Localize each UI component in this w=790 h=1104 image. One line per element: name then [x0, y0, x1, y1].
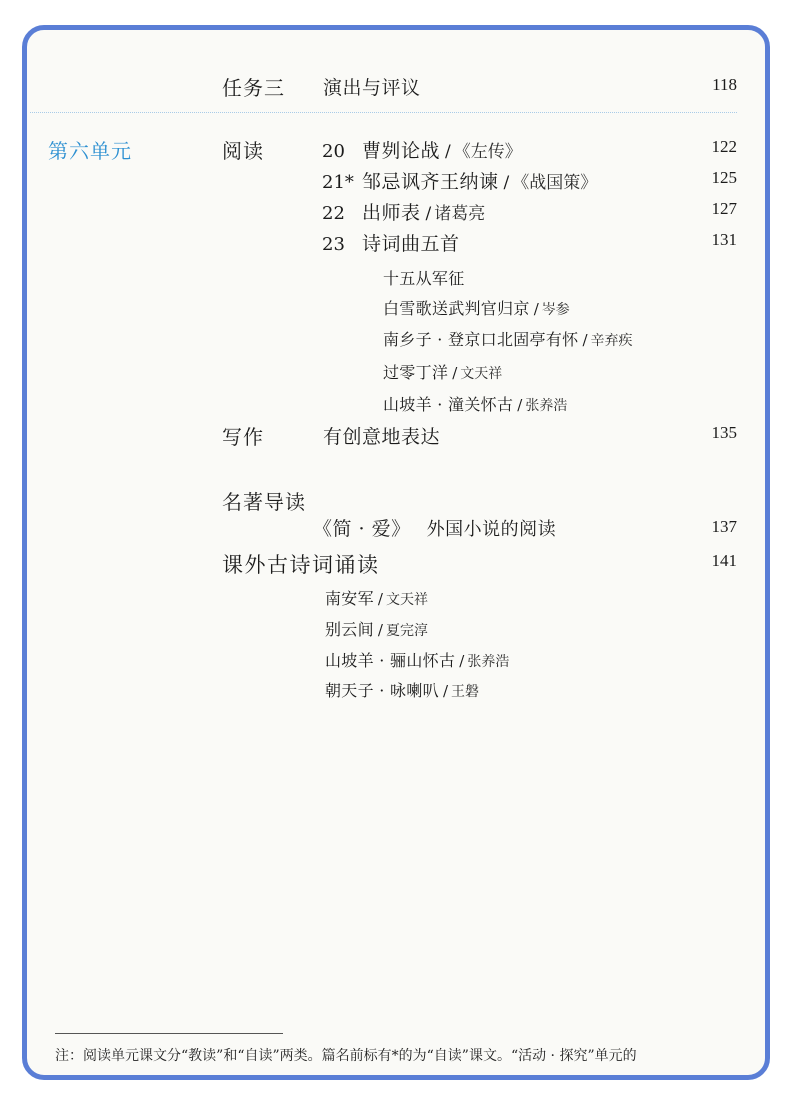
task3-page-number: 118	[712, 75, 737, 94]
poem-title: 南乡子 · 登京口北固亭有怀	[383, 330, 579, 349]
lesson-title: 曹刿论战	[362, 140, 441, 162]
lesson-page-number: 125	[711, 168, 737, 187]
lesson-author: 诸葛亮	[434, 204, 486, 224]
poem-row	[383, 328, 633, 353]
lesson-page-number: 127	[711, 199, 737, 218]
extra-poems-label: 课外古诗词诵读	[222, 553, 380, 577]
writing-title: 有创意地表达	[323, 426, 441, 448]
poem-row	[383, 267, 465, 291]
poem-title: 过零丁洋	[383, 363, 449, 382]
poem-title: 南安军	[325, 589, 374, 608]
poem-author: 张养浩	[525, 398, 568, 414]
poem-title: 白雪歌送武判官归京	[383, 299, 530, 318]
writing-label: 写作	[222, 425, 264, 449]
classics-row	[313, 517, 556, 542]
poem-title: 别云间	[325, 620, 374, 639]
extra-poem-row	[325, 649, 509, 674]
poem-author: 王磐	[451, 684, 480, 700]
author-separator: /	[533, 300, 539, 318]
lesson-title: 出师表	[362, 202, 421, 224]
author-separator: /	[452, 364, 458, 382]
poem-row	[383, 393, 567, 418]
task3-label: 任务三	[222, 76, 285, 100]
lesson-page-number: 122	[711, 137, 737, 156]
lesson-row	[322, 170, 597, 195]
author-separator: /	[377, 590, 383, 608]
author-separator: /	[445, 142, 451, 162]
poem-title: 山坡羊 · 潼关怀古	[383, 395, 514, 414]
writing-row	[323, 425, 440, 449]
author-separator: /	[503, 173, 510, 193]
lesson-title: 邹忌讽齐王纳谏	[362, 171, 499, 193]
section-divider	[30, 112, 737, 113]
extra-poem-row	[325, 679, 479, 704]
poem-author: 夏完淳	[385, 623, 428, 639]
author-separator: /	[442, 682, 449, 700]
poem-author: 辛弃疾	[590, 333, 633, 349]
poem-author: 文天祥	[460, 366, 503, 382]
classics-subtitle: 外国小说的阅读	[426, 519, 557, 540]
classics-label: 名著导读	[222, 490, 306, 514]
extra-poem-row	[325, 618, 428, 643]
poem-title: 十五从军征	[383, 269, 465, 288]
poem-author: 岑参	[541, 302, 570, 318]
poem-row	[383, 361, 502, 386]
poem-row	[383, 297, 570, 322]
lesson-number: 20	[322, 141, 345, 162]
task3-title: 演出与评议	[323, 77, 421, 99]
lesson-author: 《战国策》	[512, 173, 598, 193]
reading-label: 阅读	[222, 139, 264, 163]
writing-page-number: 135	[711, 423, 737, 442]
classics-page-number: 137	[711, 517, 737, 536]
poem-title: 山坡羊 · 骊山怀古	[325, 651, 456, 670]
lesson-row	[322, 232, 460, 257]
poem-author: 张养浩	[467, 654, 510, 670]
lesson-number: 23	[322, 234, 345, 255]
lesson-row	[322, 201, 485, 226]
footnote-rule	[55, 1033, 283, 1034]
extra-poem-row	[325, 587, 428, 612]
lesson-page-number: 131	[711, 230, 737, 249]
author-separator: /	[425, 204, 432, 224]
unit6-label: 第六单元	[48, 139, 132, 163]
task3-row	[323, 76, 421, 100]
lesson-number: 22	[322, 203, 345, 224]
lesson-number: 21*	[322, 172, 354, 193]
lesson-title: 诗词曲五首	[362, 233, 460, 255]
lesson-author: 《左传》	[453, 142, 522, 162]
poem-author: 文天祥	[385, 592, 428, 608]
extra-poems-page-number: 141	[711, 551, 737, 570]
author-separator: /	[582, 331, 588, 349]
author-separator: /	[377, 621, 383, 639]
lesson-row	[322, 139, 522, 164]
footnote-text: 注：阅读单元课文分“教读”和“自读”两类。篇名前标有*的为“自读”课文。“活动 · 探究”单元的	[55, 1048, 637, 1064]
author-separator: /	[517, 396, 523, 414]
poem-title: 朝天子 · 咏喇叭	[325, 681, 439, 700]
classics-book: 《简 · 爱》	[313, 518, 411, 540]
author-separator: /	[459, 652, 465, 670]
